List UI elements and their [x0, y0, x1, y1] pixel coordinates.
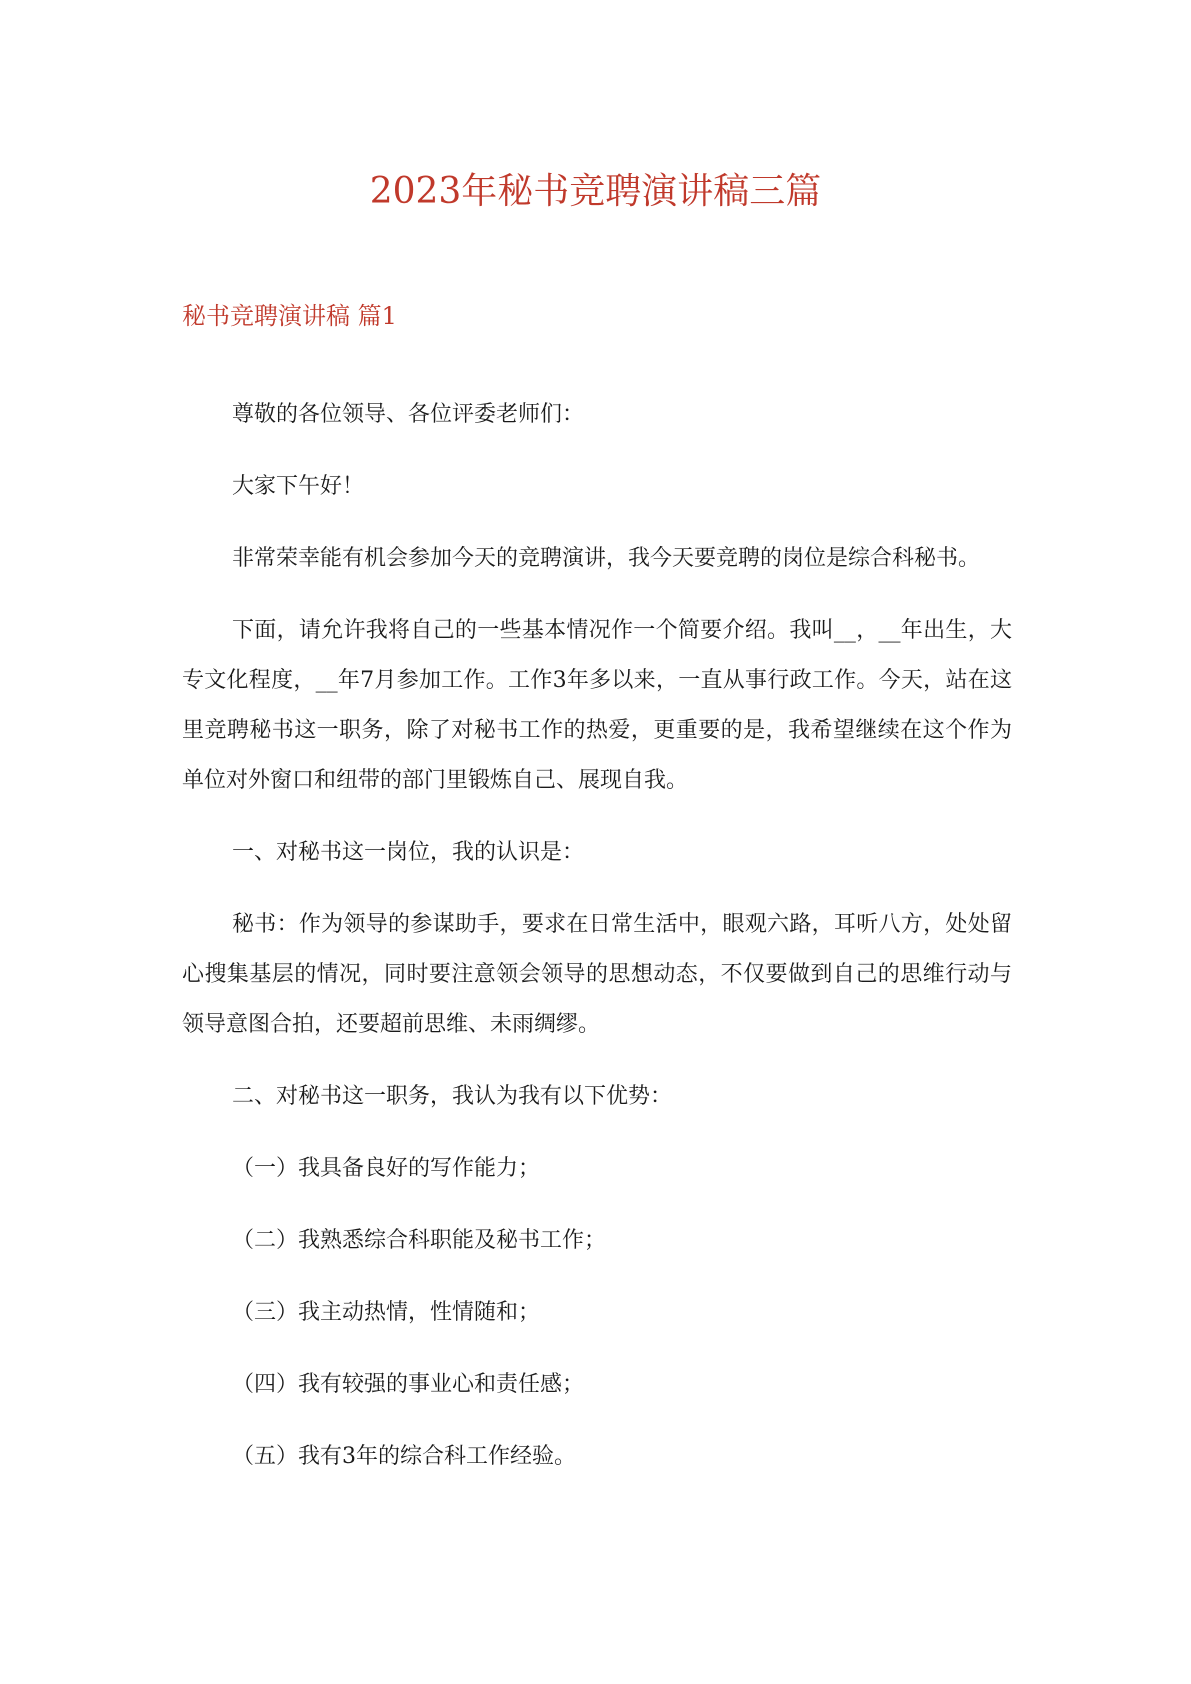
paragraph: 非常荣幸能有机会参加今天的竞聘演讲，我今天要竞聘的岗位是综合科秘书。 [232, 546, 981, 571]
document-title: 2023年秘书竞聘演讲稿三篇 [369, 171, 822, 212]
list-item: （二）我熟悉综合科职能及秘书工作； [232, 1228, 607, 1253]
list-item: （一）我具备良好的写作能力； [232, 1156, 541, 1181]
list-item: （三）我主动热情，性情随和； [232, 1300, 541, 1325]
greeting: 大家下午好！ [232, 474, 365, 499]
subheading: 二、对秘书这一职务，我认为我有以下优势： [232, 1084, 673, 1109]
list-item: （五）我有3年的综合科工作经验。 [232, 1444, 576, 1469]
subheading: 一、对秘书这一岗位，我的认识是： [232, 840, 585, 865]
document-body [182, 390, 1012, 1504]
salutation: 尊敬的各位领导、各位评委老师们： [232, 402, 585, 427]
section-title: 秘书竞聘演讲稿 篇1 [182, 302, 397, 330]
list-item: （四）我有较强的事业心和责任感； [232, 1372, 585, 1397]
paragraph: 秘书：作为领导的参谋助手，要求在日常生活中，眼观六路，耳听八方，处处留心搜集基层的情况，同时要注意领会领导的思想动态，不仅要做到自己的思维行动与领导意图合拍，还要超前思维、未雨绸缪。 [182, 912, 1012, 1037]
paragraph: 下面，请允许我将自己的一些基本情况作一个简要介绍。我叫__，__年出生，大专文化程度，__年7月参加工作。工作3年多以来，一直从事行政工作。今天，站在这里竞聘秘书这一职务，除了对秘书工作的热爱，更重要的是，我希望继续在这个作为单位对外窗口和纽带的部门里锻炼自己、展现自我。 [182, 618, 1012, 793]
